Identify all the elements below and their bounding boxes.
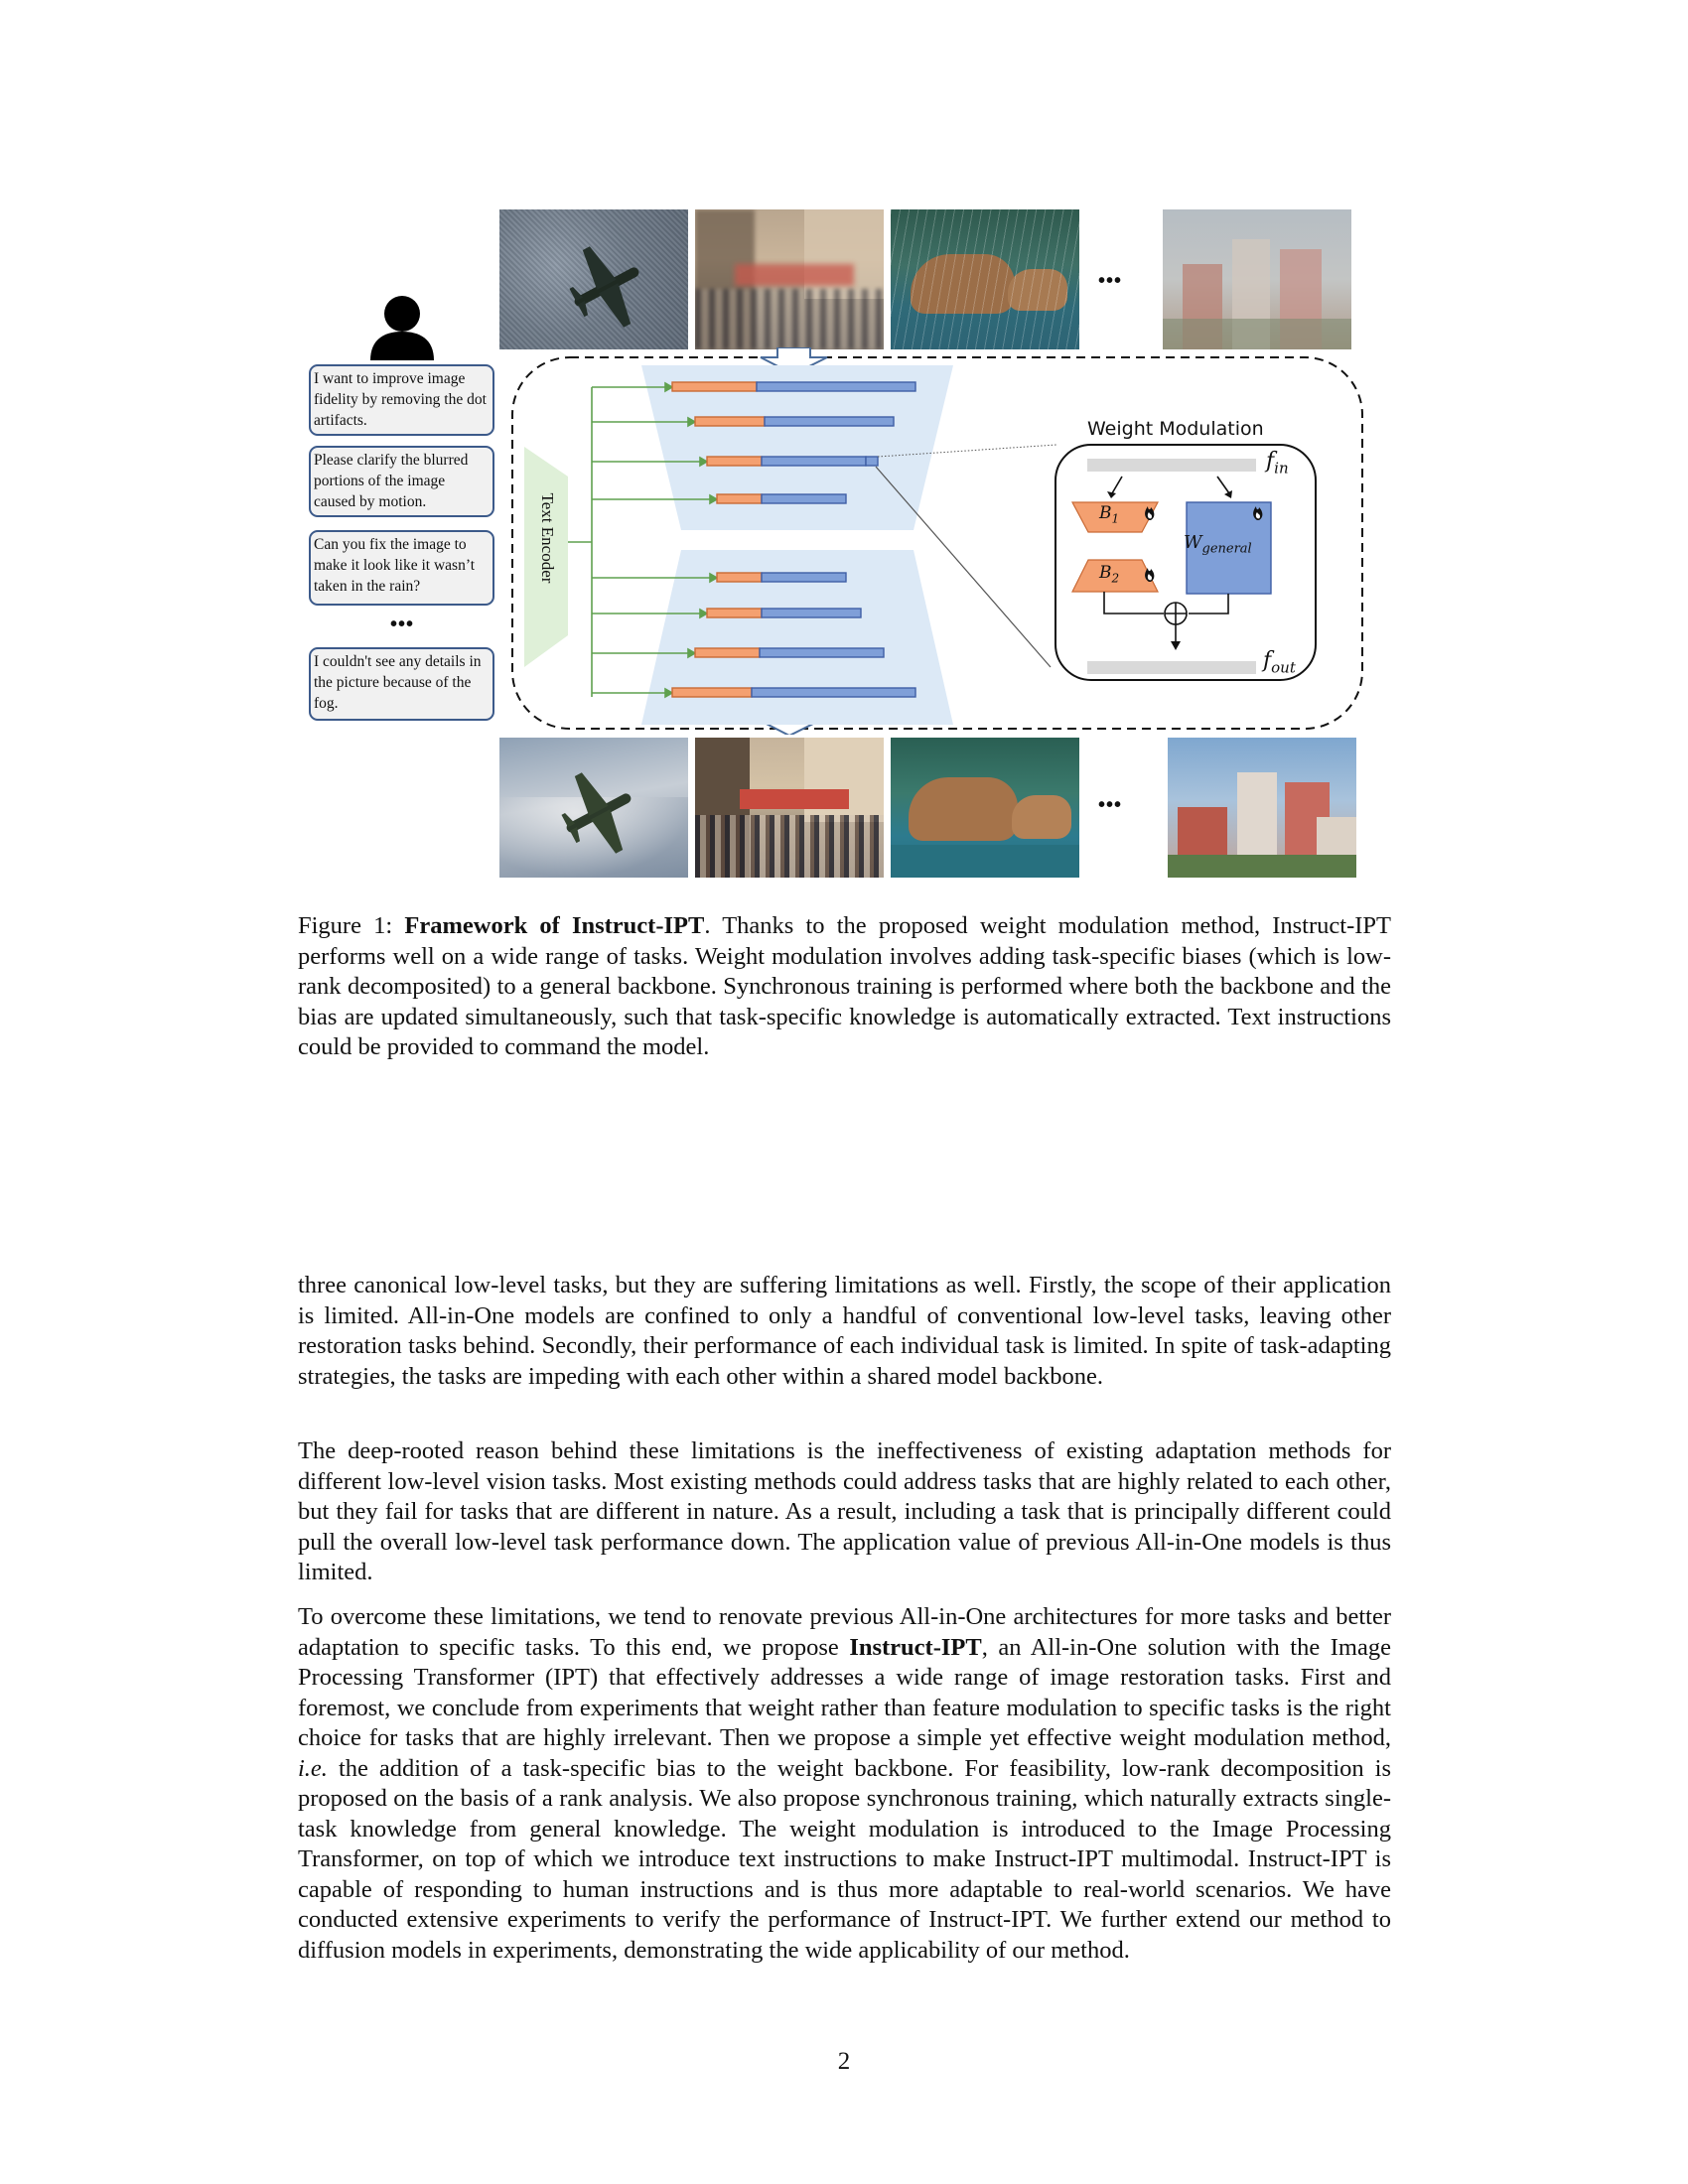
output-ellipsis: ••• xyxy=(1098,794,1123,816)
f-in-bar xyxy=(1087,459,1256,472)
figure-caption xyxy=(298,911,1391,1063)
instruction-bubble-motion: Please clarify the blurred portions of the image caused by motion. xyxy=(309,446,494,517)
w-general-label: $W_{general}$ xyxy=(1184,532,1252,557)
caption-text: . Thanks to the proposed weight modulation method, Instruct-IPT performs well on a wide range of tasks. Weight modulation involves adding task-specific biases (which is low-rank decomposited) to a general backbone. Synchronous training is performed where both the backbone and the bias are updated simultaneously, such that task-specific knowledge is automatically extracted. Text instructions could be provided to command the model. xyxy=(298,912,1391,1060)
output-photo-airplane xyxy=(499,738,688,878)
instruction-bubble-fog: I couldn't see any details in the picture because of the fog. xyxy=(309,647,494,721)
page-number: 2 xyxy=(837,2048,851,2075)
airplane-icon xyxy=(499,738,688,878)
input-photo-blurred-crowd xyxy=(695,209,884,349)
body-paragraph-2: The deep-rooted reason behind these limitations is the ineffectiveness of existing adaptation methods for different low-level vision tasks. Most existing methods could address tasks that are highly related to each other, but they fail for tasks that are different in nature. As a result, including a task that is principally different could pull the overall low-level task performance down. The application value of previous All-in-One models is thus limited. xyxy=(298,1437,1391,1585)
input-ellipsis: ••• xyxy=(1098,270,1123,292)
person-icon xyxy=(367,294,437,361)
f-in-label: $f_{in}$ xyxy=(1266,449,1289,478)
input-photo-foggy-buildings xyxy=(1163,209,1351,349)
method-name: Instruct-IPT xyxy=(849,1633,982,1661)
b2-label: $B_2$ xyxy=(1099,563,1120,586)
f-out-bar xyxy=(1087,661,1256,674)
caption-label: Figure 1: xyxy=(298,912,405,939)
plus-circle-icon xyxy=(1165,603,1187,624)
weight-modulation-title: Weight Modulation xyxy=(1087,418,1264,440)
instruction-bubble-rain: Can you fix the image to make it look like it wasn’t taken in the rain? xyxy=(309,530,494,606)
output-photo-buildings xyxy=(1168,738,1356,878)
airplane-icon xyxy=(499,209,688,349)
output-photo-crowd xyxy=(695,738,884,878)
b1-label: $B_1$ xyxy=(1099,503,1120,526)
caption-title: Framework of Instruct-IPT xyxy=(404,912,705,939)
body-paragraph-1: three canonical low-level tasks, but they are suffering limitations as well. Firstly, the scope of their application is limited. All-in-One models are confined to only a handful of conventional low-level tasks, leaving other restoration tasks behind. Secondly, their performance of each individual task is limited. In spite of task-adapting strategies, the tasks are impeding with each other within a shared model backbone. xyxy=(298,1272,1391,1390)
instruction-bubble-dots: I want to improve image fidelity by removing the dot artifacts. xyxy=(309,364,494,436)
body-paragraph-3: To overcome these limitations, we tend to renovate previous All-in-One architectures for more tasks and better adaptation to specific tasks. To this end, we propose Instruct-IPT, an All-in-One solution with the Image Processing Transformer (IPT) that effectively addresses a wide range of image restoration tasks. First and foremost, we conclude from experiments that weight rather than feature modulation to specific tasks is the right choice for tasks that are highly irrelevant. Then we propose a simple yet effective weight modulation method, i.e. the addition of a task-specific bias to the weight backbone. For feasibility, low-rank decomposition is proposed on the basis of a rank analysis. We also propose synchronous training, which naturally extracts single-task knowledge from general knowledge. The weight modulation is introduced to the Image Processing Transformer, on top of which we introduce text instructions to make Instruct-IPT multimodal. Instruct-IPT is capable of responding to human instructions and is thus more adaptable to real-world scenarios. We have conducted extensive experiments to verify the performance of Instruct-IPT. We further extend our method to diffusion models in experiments, demonstrating the wide applicability of our method. xyxy=(298,1603,1391,1964)
instruction-ellipsis: ••• xyxy=(390,614,415,635)
input-photo-noisy-airplane xyxy=(499,209,688,349)
output-photo-bears xyxy=(891,738,1079,878)
text-encoder-label: Text Encoder xyxy=(538,492,557,584)
f-out-label: $f_{out}$ xyxy=(1263,648,1296,677)
input-photo-rainy-bears xyxy=(891,209,1079,349)
